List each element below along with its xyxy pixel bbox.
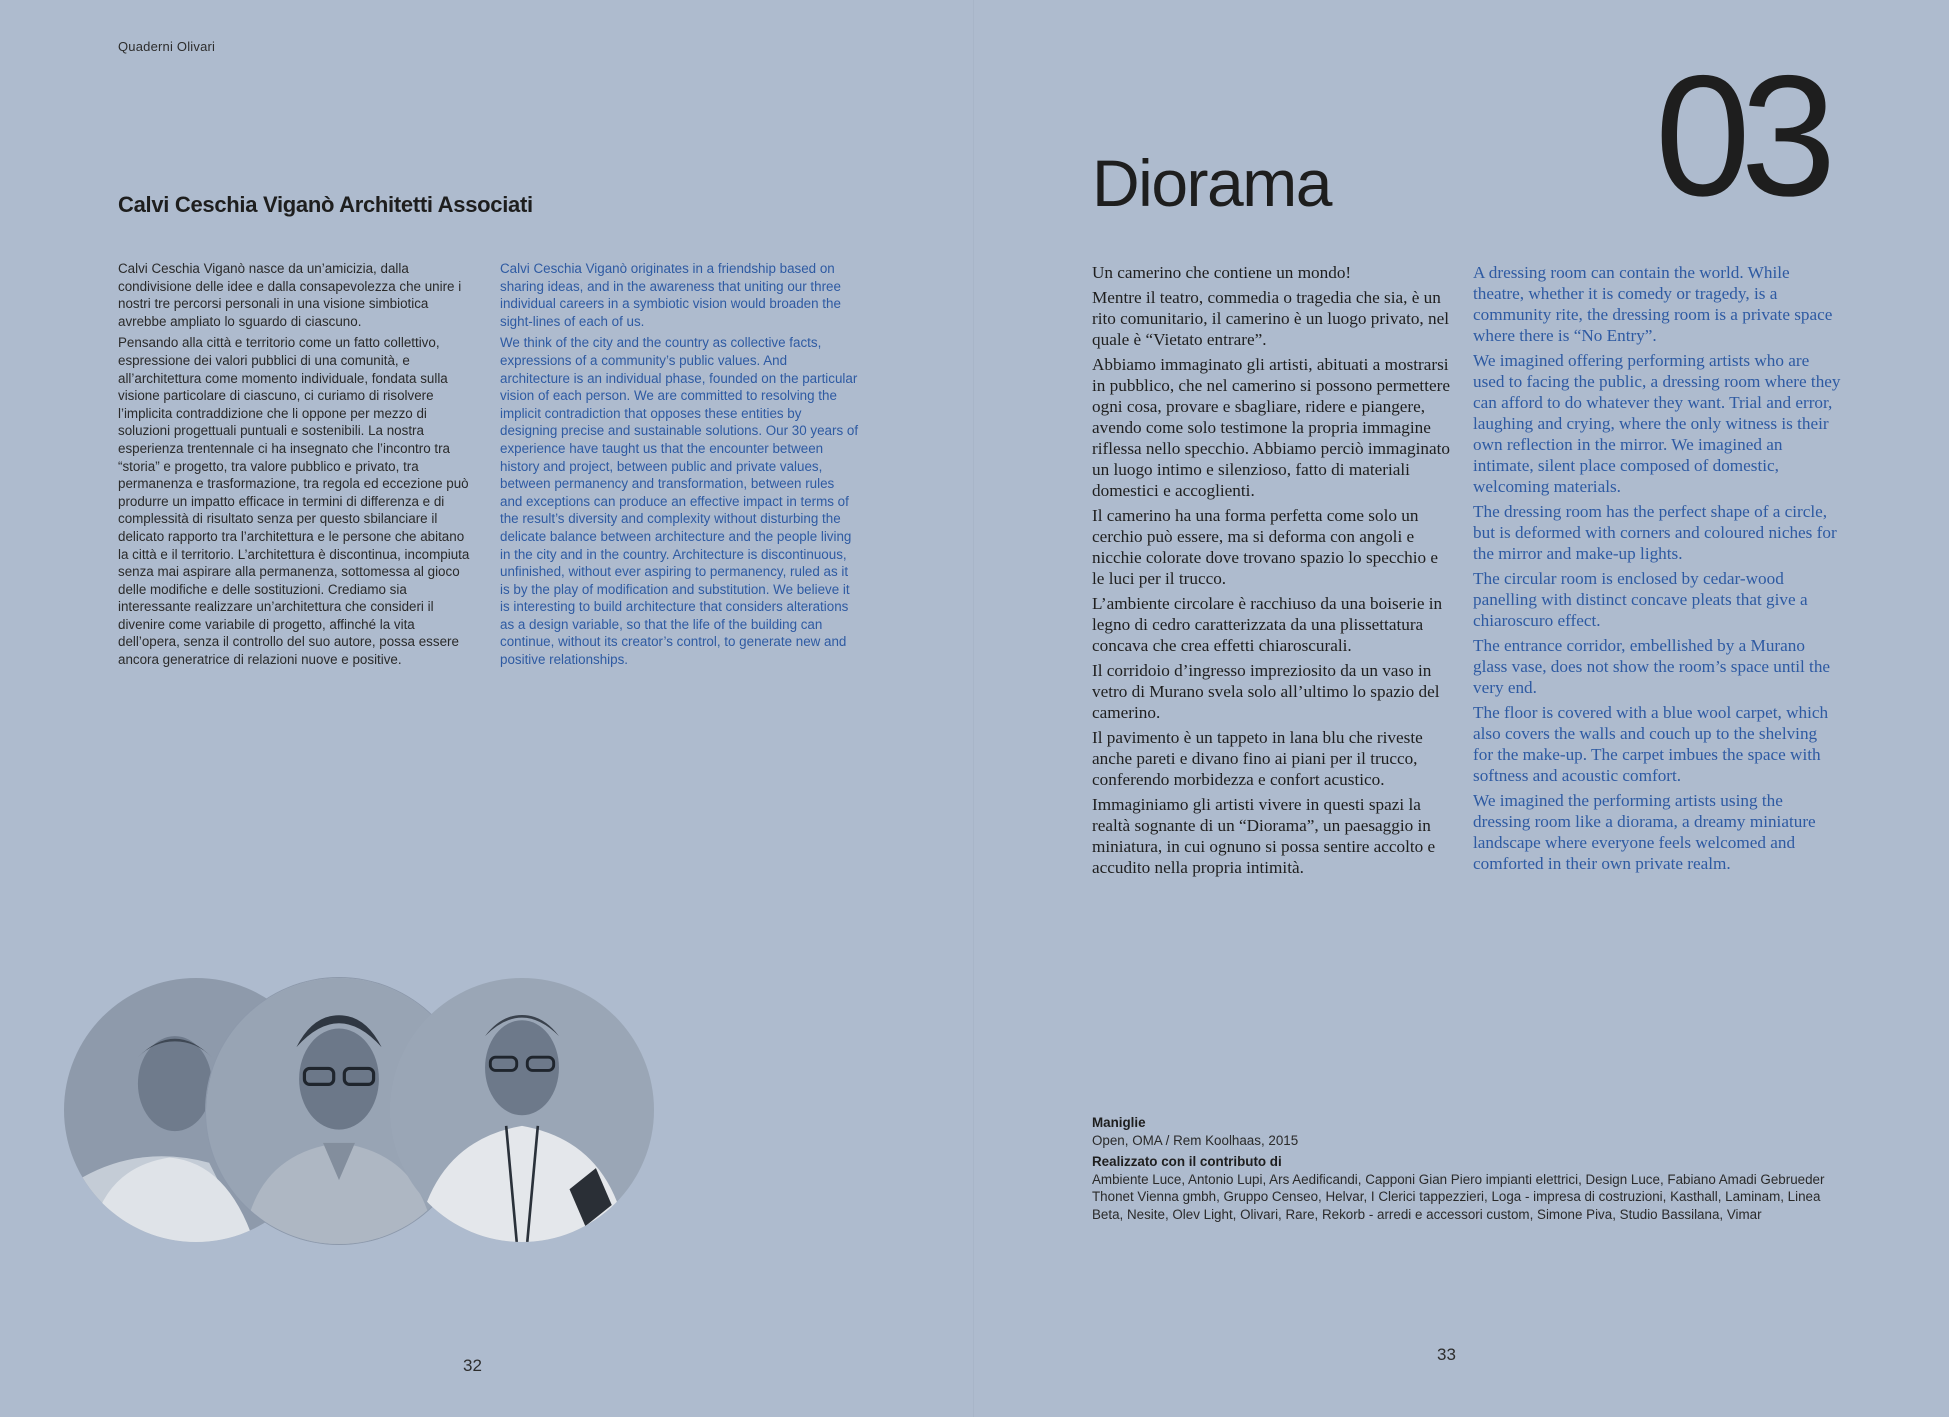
italian-text-column — [1092, 262, 1454, 882]
contribution-label: Realizzato con il contributo di — [1092, 1154, 1282, 1170]
en-paragraph: Calvi Ceschia Viganò originates in a friendship based on sharing ideas, and in the awareness that uniting our three individual careers in a symbiotic vision would broaden the sight-lines of each of us. — [500, 261, 841, 329]
en-paragraph: The dressing room has the perfect shape of a circle, but is deformed with corners and coloured niches for the mirror and make-up lights. — [1473, 502, 1837, 563]
contribution-value: Ambiente Luce, Antonio Lupi, Ars Aedificandi, Capponi Gian Piero impianti elettrici, Design Luce, Fabiano Amadi Gebrueder Thonet Vienna gmbh, Gruppo Censeo, Helvar, I Clerici tappezzieri, Loga - impresa di costruzioni, Kasthall, Laminam, Linea Beta, Nesite, Olev Light, Olivari, Rare, Rekorb - arredi e accessori custom, Simone Piva, Studio Bassilana, Vimar — [1092, 1171, 1825, 1222]
it-paragraph: L’ambiente circolare è racchiuso da una boiserie in legno di cedro caratterizzata da una plissettatura concava che crea effetti chiaroscurali. — [1092, 594, 1443, 655]
chapter-number: 03 — [1655, 40, 1827, 232]
it-paragraph: Il camerino ha una forma perfetta come solo un cerchio può essere, ma si deforma con angoli e nicchie colorate dove trovano spazio lo specchio e le luci per il trucco. — [1092, 506, 1438, 588]
english-text-column — [1473, 262, 1841, 878]
en-paragraph: The entrance corridor, embellished by a Murano glass vase, does not show the room’s space until the very end. — [1473, 636, 1831, 697]
it-paragraph: Il corridoio d’ingresso impreziosito da un vaso in vetro di Murano svela solo all’ultimo lo spazio del camerino. — [1092, 661, 1440, 722]
running-head: Quaderni Olivari — [118, 39, 216, 54]
handles-value: Open, OMA / Rem Koolhaas, 2015 — [1092, 1132, 1299, 1148]
studio-title: Calvi Ceschia Viganò Architetti Associati — [118, 192, 533, 217]
it-paragraph: Immaginiamo gli artisti vivere in questi spazi la realtà sognante di un “Diorama”, un paesaggio in miniatura, in cui ognuno si possa sentire accolto e accudito nella propria intimità. — [1092, 795, 1436, 877]
en-paragraph: The floor is covered with a blue wool carpet, which also covers the walls and couch up to the shelving for the make-up. The carpet imbues the space with softness and acoustic comfort. — [1473, 703, 1829, 785]
en-paragraph: We imagined the performing artists using the dressing room like a diorama, a dreamy miniature landscape where everyone feels welcomed and comforted in their own private realm. — [1473, 791, 1816, 873]
it-paragraph: Un camerino che contiene un mondo! — [1092, 263, 1352, 282]
it-paragraph: Il pavimento è un tappeto in lana blu che riveste anche pareti e divano fino ai piani per il trucco, conferendo morbidezza e confort acustico. — [1092, 728, 1423, 789]
page-number: 32 — [463, 1356, 482, 1375]
chapter-title: Diorama — [1092, 146, 1331, 220]
it-paragraph: Pensando alla città e territorio come un fatto collettivo, espressione dei valori pubblici di una comunità, e all’architettura come momento individuale, fondata sulla visione particolare di ciascuno, ci curiamo di risolvere l’implicita contraddizione che li oppone per mezzo di soluzioni progettuali puntuali e sostenibili. La nostra esperienza trentennale ci ha insegnato che l’incontro tra “storia” e progetto, tra valore pubblico e privato, tra permanenza e trasformazione, tra regola ed eccezione può produrre un impatto efficace in termini di differenza e di complessità di risultato senza per questo sbilanciare il delicato rapporto tra l’architettura e le persone che abitano la città e il territorio. L’architettura è discontinua, incompiuta senza mai aspirare alla permanenza, sottomessa al gioco delle modifiche e delle sostituzioni. Crediamo sia interessante realizzare un’architettura che consideri il divenire come variabile di progetto, affinché la vita dell’opera, senza il controllo del suo autore, possa essere ancora generatrice di relazioni nuove e positive. — [118, 335, 470, 668]
it-paragraph: Abbiamo immaginato gli artisti, abituati a mostrarsi in pubblico, che nel camerino si possono permettere ogni cosa, provare e sbagliare, ridere e piangere, avendo come solo testimone la propria immagine riflessa nello specchio. Abbiamo perciò immaginato un luogo intimo e silenzioso, fatto di materiali domestici e accoglienti. — [1092, 355, 1450, 500]
page-number: 33 — [1437, 1345, 1456, 1364]
it-paragraph: Calvi Ceschia Viganò nasce da un’amicizia, dalla condivisione delle idee e dalla consapevolezza che unire i nostri tre percorsi personali in una visione simbiotica avrebbe ampliato lo sguardo di ciascuno. — [118, 261, 462, 329]
handles-label: Maniglie — [1092, 1115, 1146, 1130]
project-credits — [1092, 1114, 1832, 1224]
en-paragraph: We think of the city and the country as collective facts, expressions of a community’s public values. And architecture is an individual phase, founded on the particular vision of each person. We are committed to resolving the implicit contradiction that opposes these entities by designing precise and sustainable solutions. Our 30 years of experience have taught us that the encounter between history and project, between public and private values, between permanency and transformation, between rules and exceptions can produce an effective impact in terms of the result’s diversity and complexity without disturbing the delicate balance between architecture and the people living in the city and in the country. Architecture is discontinuous, unfinished, without ever aspiring to permanency, ruled as it is by the play of modification and substitution. We believe it is interesting to build architecture that considers alterations as a design variable, so that the life of the building can continue, without its creator’s control, to generate new and positive relationships. — [500, 335, 859, 668]
en-paragraph: We imagined offering performing artists who are used to facing the public, a dressing room where they can afford to do whatever they want. Trial and error, laughing and crying, where the only witness is their own reflection in the mirror. We imagined an intimate, silent place composed of domestic, welcoming materials. — [1473, 351, 1841, 496]
en-paragraph: The circular room is enclosed by cedar-wood panelling with distinct concave pleats that give a chiaroscuro effect. — [1473, 569, 1808, 630]
en-paragraph: A dressing room can contain the world. While theatre, whether it is comedy or tragedy, is a community rite, the dressing room is a private space where there is “No Entry”. — [1473, 263, 1833, 345]
it-paragraph: Mentre il teatro, commedia o tragedia che sia, è un rito comunitario, il camerino è un luogo privato, nel quale è “Vietato entrare”. — [1092, 288, 1450, 349]
